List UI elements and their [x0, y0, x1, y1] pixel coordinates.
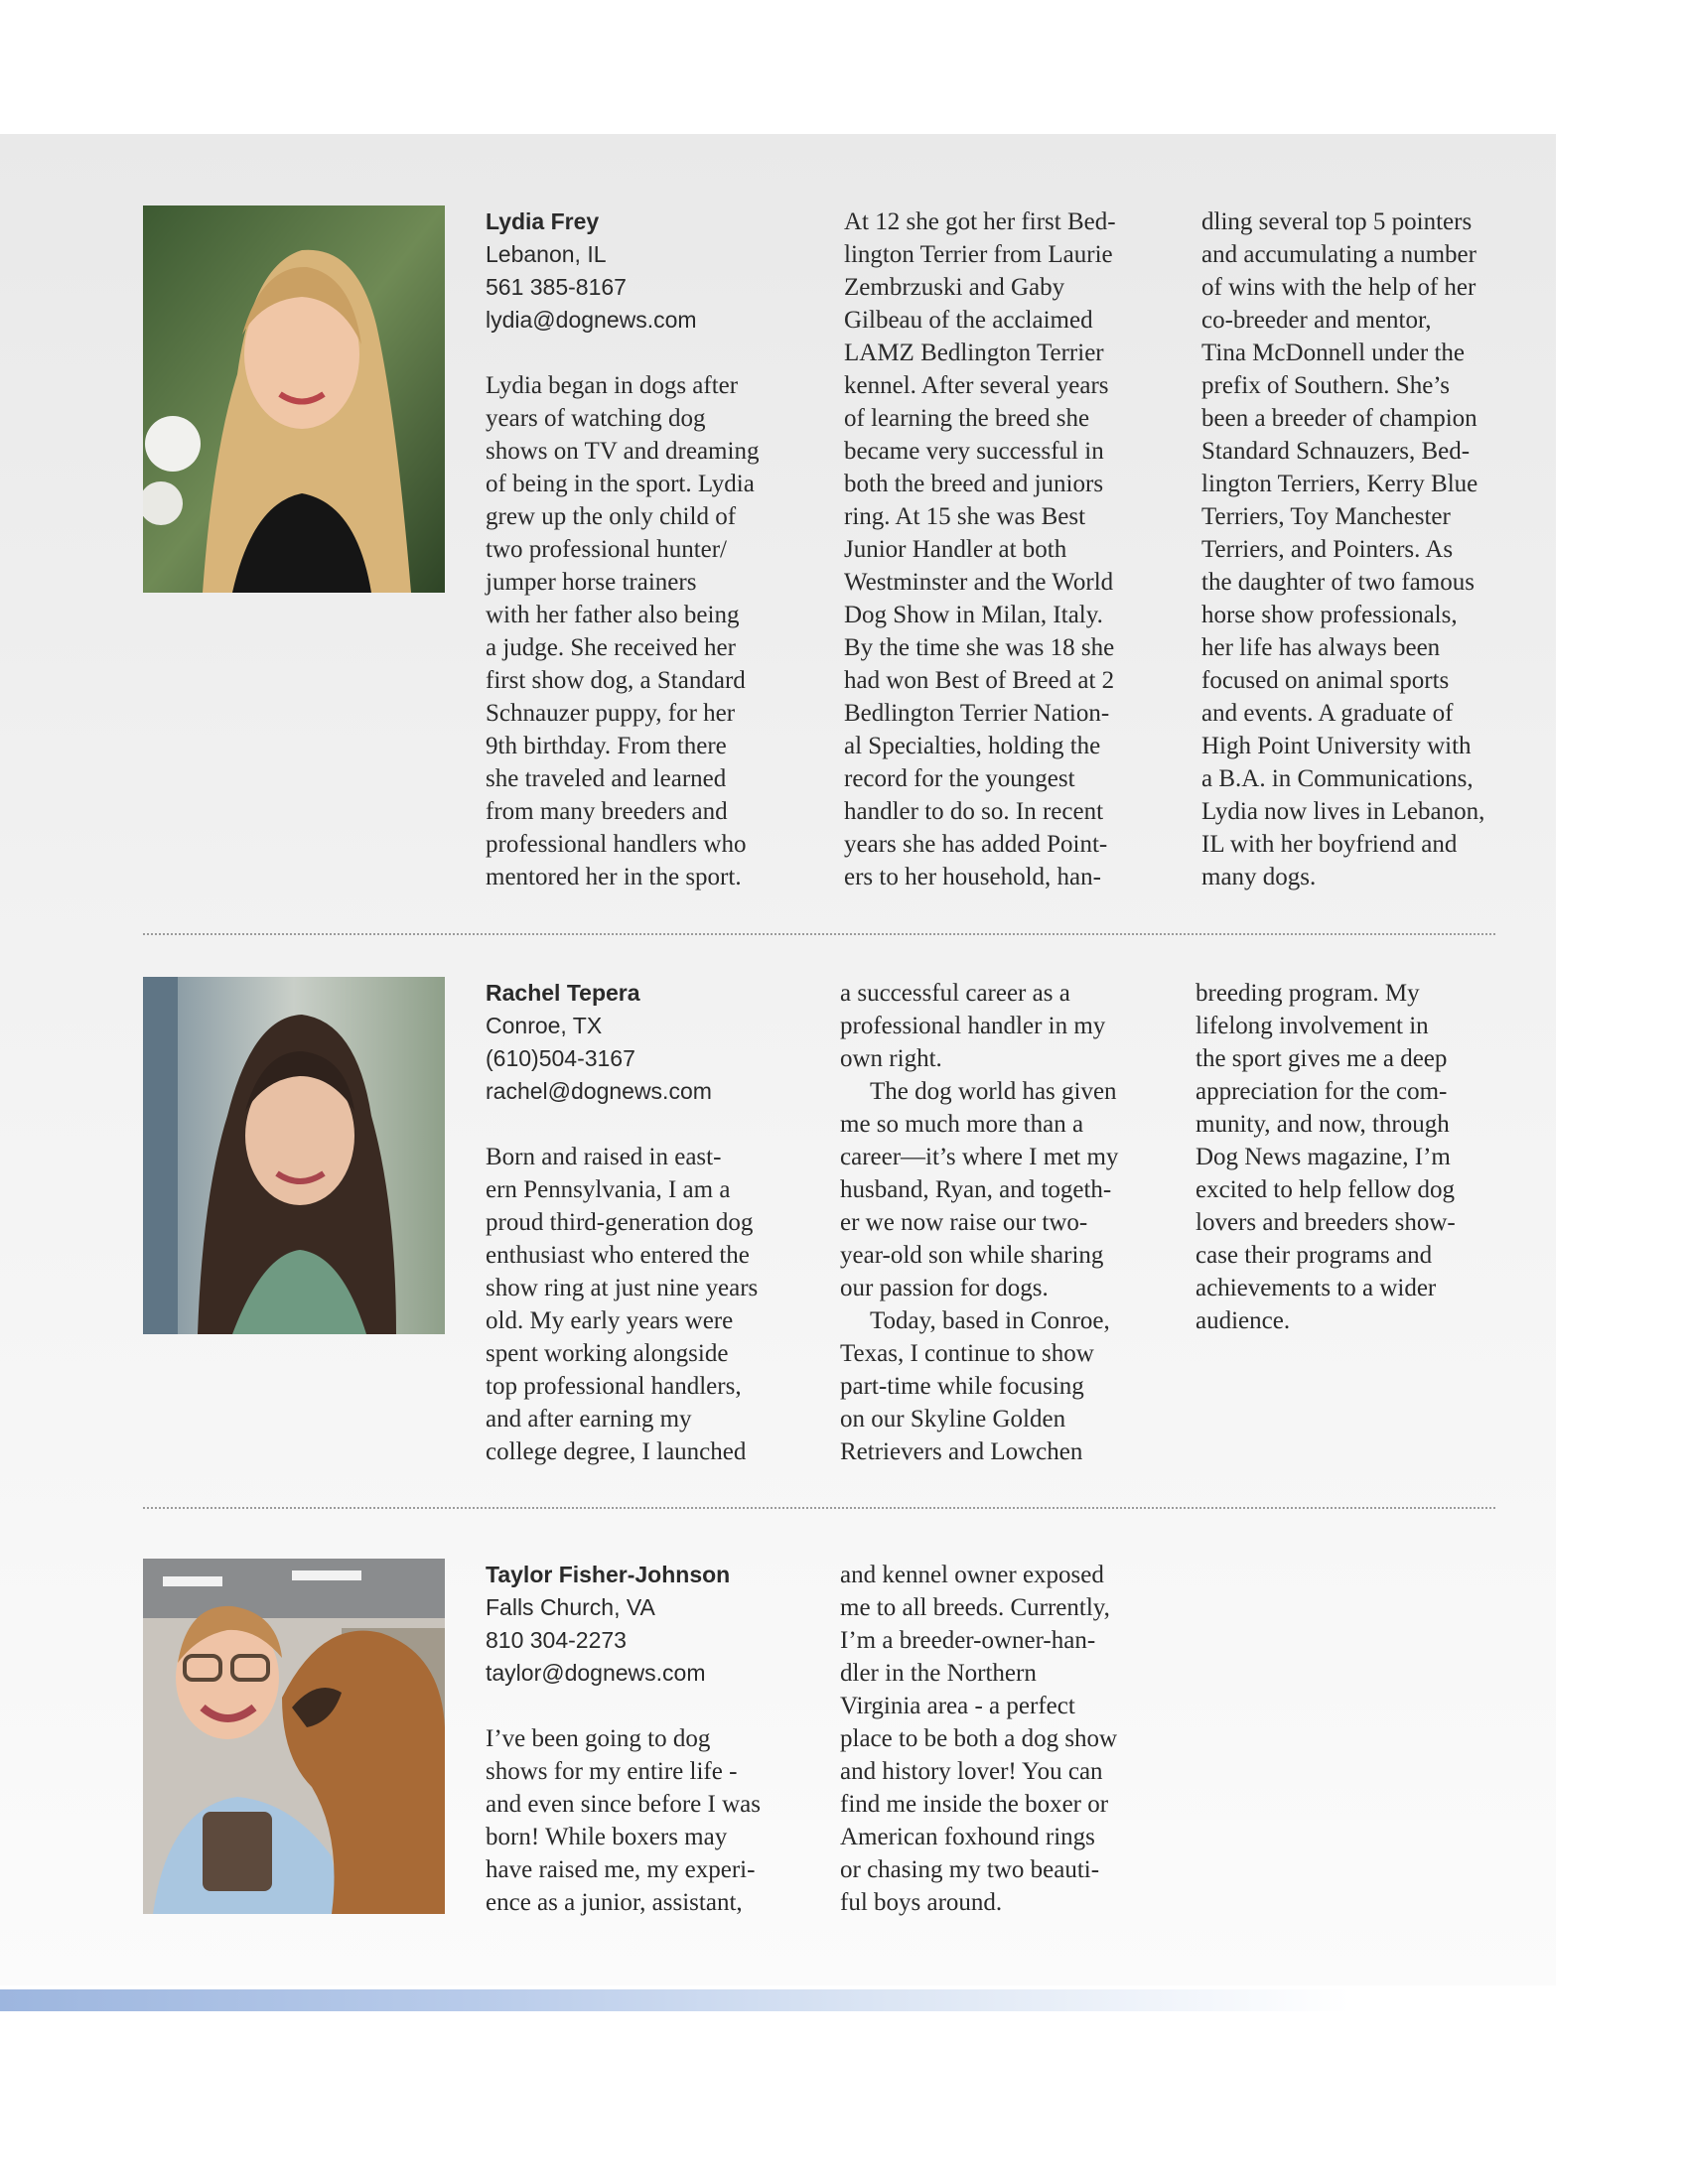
bio-line: At 12 she got her first Bed- — [844, 208, 1116, 235]
bio-line: Schnauzer puppy, for her — [486, 700, 736, 727]
person-name: Rachel Tepera — [486, 980, 640, 1006]
bio-line: her life has always been — [1201, 634, 1441, 661]
bio-line: handler to do so. In recent — [844, 798, 1104, 825]
person-phone: 810 304-2273 — [486, 1627, 627, 1653]
contact-block — [486, 977, 813, 1108]
bio-line: proud third-generation dog — [486, 1209, 754, 1236]
bio-line: Terriers, Toy Manchester — [1201, 503, 1451, 530]
bio-line: the daughter of two famous — [1201, 569, 1475, 596]
section-divider — [143, 933, 1495, 935]
contact-block — [486, 205, 813, 337]
bio-line: a B.A. in Communications, — [1201, 765, 1474, 792]
bio-line: professional handlers who — [486, 831, 747, 858]
bio-line: munity, and now, through — [1196, 1111, 1450, 1138]
contact-block — [486, 1559, 813, 1690]
bio-column-1 — [486, 1559, 813, 1919]
bio-line: lington Terriers, Kerry Blue — [1201, 471, 1478, 497]
bio-line: American foxhound rings — [840, 1824, 1095, 1850]
bio-line: lifelong involvement in — [1196, 1013, 1429, 1039]
bio-line: and after earning my — [486, 1406, 692, 1433]
bio-line: The dog world has given — [870, 1078, 1117, 1105]
bio-line: LAMZ Bedlington Terrier — [844, 340, 1104, 366]
bio-column-2 — [840, 977, 1168, 1468]
bio-line: and accumulating a number — [1201, 241, 1477, 268]
bio-line: breeding program. My — [1196, 980, 1420, 1007]
bio-line: our passion for dogs. — [840, 1275, 1049, 1301]
bio-line: Gilbeau of the acclaimed — [844, 307, 1093, 334]
profile-photo — [143, 1559, 445, 1914]
bio-line: High Point University with — [1201, 733, 1472, 759]
bio-line: year-old son while sharing — [840, 1242, 1104, 1269]
bio-line: ring. At 15 she was Best — [844, 503, 1086, 530]
bio-line: me to all breeds. Currently, — [840, 1594, 1110, 1621]
bio-line: horse show professionals, — [1201, 602, 1458, 628]
bio-line: Dog Show in Milan, Italy. — [844, 602, 1103, 628]
bio-line: Dog News magazine, I’m — [1196, 1144, 1451, 1170]
profile-photo — [143, 205, 445, 593]
bio-line: IL with her boyfriend and — [1201, 831, 1458, 858]
bio-line: kennel. After several years — [844, 372, 1109, 399]
bio-line: Terriers, and Pointers. As — [1201, 536, 1454, 563]
bio-column-1 — [486, 205, 813, 893]
person-location: Falls Church, VA — [486, 1594, 655, 1620]
bio-line: and events. A graduate of — [1201, 700, 1454, 727]
bio-line: achievements to a wider — [1196, 1275, 1437, 1301]
bio-line: Junior Handler at both — [844, 536, 1067, 563]
bio-line: jumper horse trainers — [486, 569, 697, 596]
bio-line: and kennel owner exposed — [840, 1562, 1104, 1588]
bio-line: of learning the breed she — [844, 405, 1090, 432]
bio-line: I’ve been going to dog — [486, 1725, 711, 1752]
bio-line: years of watching dog — [486, 405, 706, 432]
bio-line: co-breeder and mentor, — [1201, 307, 1432, 334]
portrait-photo-icon — [143, 977, 445, 1334]
bio-column-1 — [486, 977, 813, 1468]
bio-line: Retrievers and Lowchen — [840, 1438, 1083, 1465]
bio-line: case their programs and — [1196, 1242, 1433, 1269]
bio-line: ful boys around. — [840, 1889, 1003, 1916]
bio-line: er we now raise our two- — [840, 1209, 1088, 1236]
bio-line: Standard Schnauzers, Bed- — [1201, 438, 1471, 465]
bio-line: audience. — [1196, 1307, 1291, 1334]
bio-line: or chasing my two beauti- — [840, 1856, 1100, 1883]
bio-line: ence as a junior, assistant, — [486, 1889, 743, 1916]
bio-line: shows on TV and dreaming — [486, 438, 760, 465]
bio-line: college degree, I launched — [486, 1438, 747, 1465]
bio-line: By the time she was 18 she — [844, 634, 1115, 661]
bio-line: ers to her household, han- — [844, 864, 1101, 890]
bio-line: I’m a breeder-owner-han- — [840, 1627, 1096, 1654]
bio-line: first show dog, a Standard — [486, 667, 746, 694]
bio-column-3 — [1201, 205, 1529, 893]
bio-line: many dogs. — [1201, 864, 1317, 890]
bio-line: 9th birthday. From there — [486, 733, 727, 759]
person-name: Lydia Frey — [486, 208, 600, 234]
person-phone: (610)504-3167 — [486, 1045, 635, 1071]
bio-line: from many breeders and — [486, 798, 728, 825]
bio-line: husband, Ryan, and togeth- — [840, 1176, 1112, 1203]
bio-line: Lydia began in dogs after — [486, 372, 739, 399]
bio-line: Bedlington Terrier Nation- — [844, 700, 1110, 727]
bio-line: Westminster and the World — [844, 569, 1114, 596]
bio-line: with her father also being — [486, 602, 740, 628]
bio-line: Today, based in Conroe, — [870, 1307, 1110, 1334]
portrait-photo-icon — [143, 1559, 445, 1914]
person-name: Taylor Fisher-Johnson — [486, 1562, 731, 1587]
person-location: Lebanon, IL — [486, 241, 607, 267]
bio-line: me so much more than a — [840, 1111, 1084, 1138]
bio-line: find me inside the boxer or — [840, 1791, 1109, 1818]
bio-line: Texas, I continue to show — [840, 1340, 1094, 1367]
bio-line: prefix of Southern. She’s — [1201, 372, 1450, 399]
bio-line: old. My early years were — [486, 1307, 734, 1334]
bio-line: became very successful in — [844, 438, 1104, 465]
person-email[interactable]: taylor@dognews.com — [486, 1660, 706, 1686]
bio-line: part-time while focusing — [840, 1373, 1084, 1400]
bio-column-2 — [844, 205, 1172, 893]
bio-line: show ring at just nine years — [486, 1275, 759, 1301]
bio-line: enthusiast who entered the — [486, 1242, 750, 1269]
bio-line: Virginia area - a perfect — [840, 1693, 1075, 1719]
bio-line: grew up the only child of — [486, 503, 737, 530]
bio-line: record for the youngest — [844, 765, 1075, 792]
bio-line: al Specialties, holding the — [844, 733, 1101, 759]
person-location: Conroe, TX — [486, 1013, 603, 1038]
bio-column-3 — [1196, 977, 1523, 1337]
bio-line: she traveled and learned — [486, 765, 727, 792]
bio-line: both the breed and juniors — [844, 471, 1104, 497]
bio-line: shows for my entire life - — [486, 1758, 738, 1785]
bio-line: years she has added Point- — [844, 831, 1108, 858]
footer-accent-bar — [0, 1989, 1350, 2011]
bio-line: lovers and breeders show- — [1196, 1209, 1456, 1236]
bio-line: the sport gives me a deep — [1196, 1045, 1448, 1072]
bio-line: of being in the sport. Lydia — [486, 471, 755, 497]
bio-line: Born and raised in east- — [486, 1144, 722, 1170]
bio-line: mentored her in the sport. — [486, 864, 742, 890]
bio-line: dling several top 5 pointers — [1201, 208, 1473, 235]
bio-line: have raised me, my experi- — [486, 1856, 756, 1883]
bio-line: Tina McDonnell under the — [1201, 340, 1466, 366]
bio-line: on our Skyline Golden — [840, 1406, 1066, 1433]
bio-line: and history lover! You can — [840, 1758, 1103, 1785]
bio-line: excited to help fellow dog — [1196, 1176, 1456, 1203]
bio-line: been a breeder of champion — [1201, 405, 1477, 432]
bio-line: spent working alongside — [486, 1340, 729, 1367]
person-email[interactable]: lydia@dognews.com — [486, 307, 697, 333]
bio-line: ern Pennsylvania, I am a — [486, 1176, 731, 1203]
person-email[interactable]: rachel@dognews.com — [486, 1078, 712, 1104]
bio-line: top professional handlers, — [486, 1373, 742, 1400]
bio-line: had won Best of Breed at 2 — [844, 667, 1115, 694]
section-divider — [143, 1507, 1495, 1509]
bio-line: of wins with the help of her — [1201, 274, 1477, 301]
bio-line: appreciation for the com- — [1196, 1078, 1448, 1105]
bio-line: a successful career as a — [840, 980, 1070, 1007]
profile-photo — [143, 977, 445, 1334]
person-phone: 561 385-8167 — [486, 274, 627, 300]
bio-line: two professional hunter/ — [486, 536, 728, 563]
bio-line: focused on animal sports — [1201, 667, 1450, 694]
bio-line: Zembrzuski and Gaby — [844, 274, 1065, 301]
bio-line: career—it’s where I met my — [840, 1144, 1119, 1170]
bio-line: born! While boxers may — [486, 1824, 728, 1850]
bio-line: lington Terrier from Laurie — [844, 241, 1113, 268]
bio-column-2 — [840, 1559, 1168, 1919]
portrait-photo-icon — [143, 205, 445, 593]
bio-line: dler in the Northern — [840, 1660, 1037, 1687]
bio-line: place to be both a dog show — [840, 1725, 1118, 1752]
bio-line: professional handler in my — [840, 1013, 1106, 1039]
bio-line: own right. — [840, 1045, 942, 1072]
bio-line: a judge. She received her — [486, 634, 736, 661]
bio-line: Lydia now lives in Lebanon, — [1201, 798, 1485, 825]
bio-line: and even since before I was — [486, 1791, 761, 1818]
